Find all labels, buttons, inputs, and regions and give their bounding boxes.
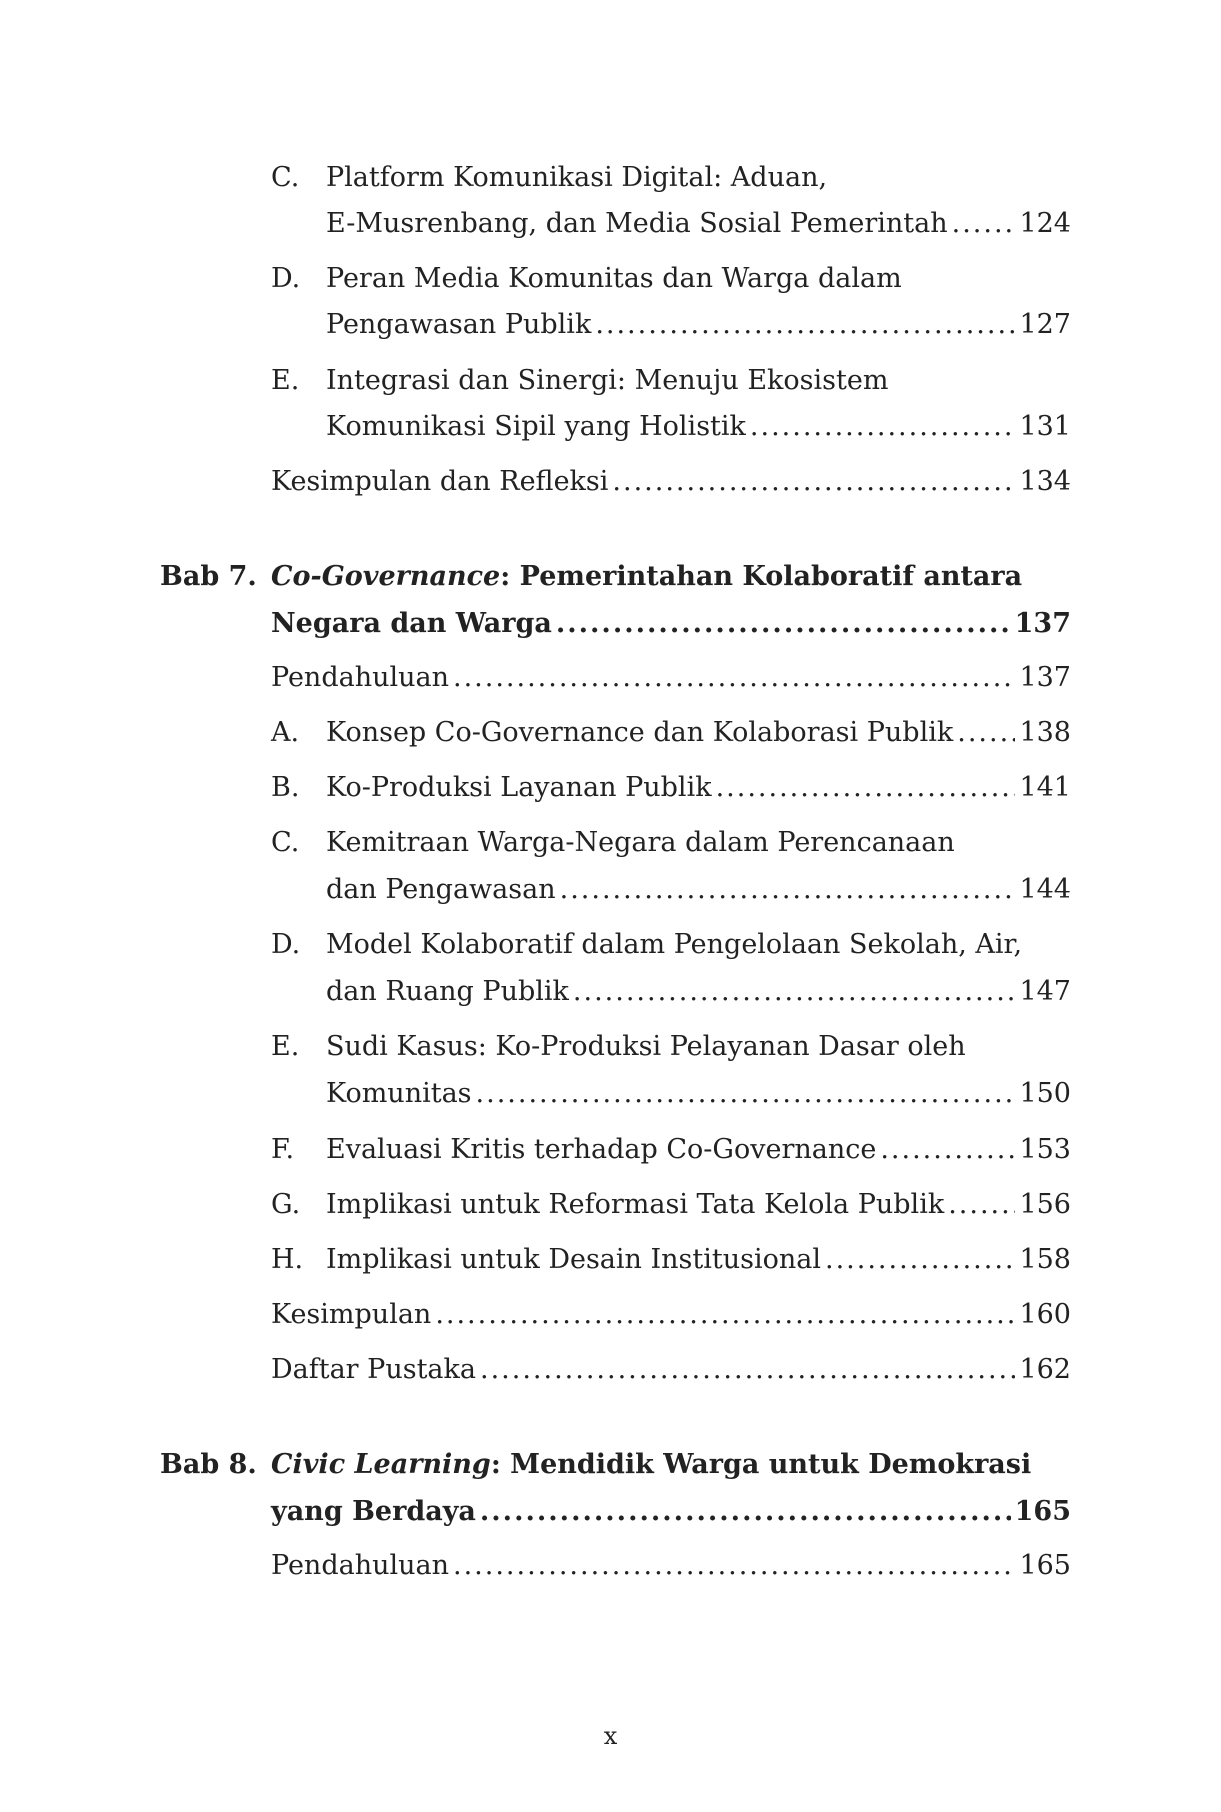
toc-entry-7e-cont — [0, 1070, 1221, 1118]
toc-entry-7e — [0, 1023, 1221, 1071]
toc-entry-7g — [0, 1181, 1221, 1229]
toc-entry-6e-cont — [0, 403, 1221, 451]
dot-leader — [480, 1488, 1011, 1536]
page-number: 127 — [1019, 309, 1071, 340]
dot-leader — [573, 968, 1016, 1016]
toc-entry-7d-cont — [0, 968, 1221, 1016]
toc-entry-7c-cont — [0, 866, 1221, 914]
entry-title-line1: Sudi Kasus: Ko-Produksi Pelayanan Dasar oleh — [326, 1031, 966, 1062]
entry-title: Pendahuluan — [271, 1550, 449, 1581]
page-number: 131 — [1019, 411, 1071, 442]
chapter-heading-8-cont — [0, 1488, 1221, 1536]
toc-entry-8-intro — [0, 1542, 1221, 1590]
section-letter: C. — [271, 162, 300, 193]
chapter-title-line2: yang Berdaya — [271, 1496, 476, 1527]
entry-title-line2: E-Musrenbang, dan Media Sosial Pemerintah — [326, 208, 948, 239]
page-number: 124 — [1019, 208, 1071, 239]
dot-leader — [560, 866, 1016, 914]
dot-leader — [595, 301, 1015, 349]
toc-entry-7-references — [0, 1346, 1221, 1394]
page-number: 141 — [1019, 772, 1071, 803]
page-number: 134 — [1019, 466, 1071, 497]
entry-title-line1: Integrasi dan Sinergi: Menuju Ekosistem — [326, 365, 889, 396]
dot-leader — [453, 654, 1015, 702]
entry-title-line2: Komunitas — [326, 1078, 472, 1109]
entry-title: Implikasi untuk Desain Institusional — [326, 1244, 822, 1275]
dot-leader — [612, 458, 1015, 506]
entry-title-line2: Komunikasi Sipil yang Holistik — [326, 411, 746, 442]
entry-title-line2: dan Pengawasan — [326, 874, 556, 905]
entry-title: Kesimpulan — [271, 1299, 432, 1330]
toc-entry-7f — [0, 1126, 1221, 1174]
entry-title: Implikasi untuk Reformasi Tata Kelola Publik — [326, 1189, 945, 1220]
dot-leader — [716, 764, 1016, 812]
page-number: 150 — [1019, 1078, 1071, 1109]
chapter-title-line1 — [271, 1441, 1031, 1489]
section-letter: E. — [271, 1031, 300, 1062]
toc-entry-7d — [0, 921, 1221, 969]
page-number: 156 — [1019, 1189, 1071, 1220]
toc-entry-7c — [0, 819, 1221, 867]
page-folio: x — [603, 1722, 618, 1750]
toc-entry-7-intro — [0, 654, 1221, 702]
chapter-title-rest: : Mendidik Warga untuk Demokrasi — [490, 1449, 1032, 1480]
entry-title: Daftar Pustaka — [271, 1354, 476, 1385]
toc-entry-6d-cont — [0, 301, 1221, 349]
section-letter: D. — [271, 263, 301, 294]
section-letter: C. — [271, 827, 300, 858]
chapter-heading-7 — [0, 553, 1221, 601]
section-letter: E. — [271, 365, 300, 396]
dot-leader — [480, 1346, 1015, 1394]
toc-entry-6e — [0, 357, 1221, 405]
entry-title-line2: Pengawasan Publik — [326, 309, 592, 340]
section-letter: D. — [271, 929, 301, 960]
entry-title-line2: dan Ruang Publik — [326, 976, 569, 1007]
dot-leader — [556, 600, 1011, 648]
page-number: 147 — [1019, 976, 1071, 1007]
toc-entry-6d — [0, 255, 1221, 303]
chapter-label: Bab 8. — [160, 1449, 257, 1480]
page-number: 137 — [1014, 608, 1071, 639]
chapter-title-italic: Civic Learning — [271, 1449, 491, 1480]
page-number: 160 — [1019, 1299, 1071, 1330]
section-letter: F. — [271, 1134, 295, 1165]
chapter-label: Bab 7. — [160, 561, 257, 592]
entry-title: Kesimpulan dan Refleksi — [271, 466, 609, 497]
chapter-title-line2: Negara dan Warga — [271, 608, 552, 639]
section-letter: G. — [271, 1189, 301, 1220]
entry-title-line1: Model Kolaboratif dalam Pengelolaan Sekolah, Air, — [326, 929, 1023, 960]
dot-leader — [750, 403, 1016, 451]
chapter-title-italic: Co-Governance — [271, 561, 501, 592]
dot-leader — [435, 1291, 1015, 1339]
dot-leader — [957, 709, 1015, 757]
page-number: 137 — [1019, 662, 1071, 693]
page-number: 138 — [1019, 717, 1071, 748]
entry-title: Konsep Co-Governance dan Kolaborasi Publik — [326, 717, 954, 748]
page-number: 165 — [1019, 1550, 1071, 1581]
chapter-title-line1 — [271, 553, 1022, 601]
page-number: 162 — [1019, 1354, 1071, 1385]
chapter-heading-8 — [0, 1441, 1221, 1489]
page-number: 165 — [1014, 1496, 1071, 1527]
entry-title-line1: Platform Komunikasi Digital: Aduan, — [326, 162, 828, 193]
entry-title: Evaluasi Kritis terhadap Co-Governance — [326, 1134, 877, 1165]
page-number: 158 — [1019, 1244, 1071, 1275]
toc-entry-6c — [0, 154, 1221, 202]
dot-leader — [948, 1181, 1015, 1229]
toc-entry-7-conclusion — [0, 1291, 1221, 1339]
page-number: 153 — [1019, 1134, 1071, 1165]
chapter-title-rest: : Pemerintahan Kolaboratif antara — [500, 561, 1023, 592]
entry-title-line1: Kemitraan Warga-Negara dalam Perencanaan — [326, 827, 955, 858]
entry-title-line1: Peran Media Komunitas dan Warga dalam — [326, 263, 902, 294]
page-number: 144 — [1019, 874, 1071, 905]
section-letter: B. — [271, 772, 300, 803]
entry-title: Pendahuluan — [271, 662, 449, 693]
toc-entry-6-conclusion — [0, 458, 1221, 506]
dot-leader — [453, 1542, 1015, 1590]
dot-leader — [952, 200, 1016, 248]
section-letter: A. — [271, 717, 300, 748]
entry-title: Ko-Produksi Layanan Publik — [326, 772, 712, 803]
dot-leader — [476, 1070, 1016, 1118]
toc-entry-6c-cont — [0, 200, 1221, 248]
dot-leader — [880, 1126, 1015, 1174]
toc-entry-7h — [0, 1236, 1221, 1284]
dot-leader — [825, 1236, 1015, 1284]
toc-entry-7b — [0, 764, 1221, 812]
section-letter: H. — [271, 1244, 304, 1275]
toc-entry-7a — [0, 709, 1221, 757]
chapter-heading-7-cont — [0, 600, 1221, 648]
